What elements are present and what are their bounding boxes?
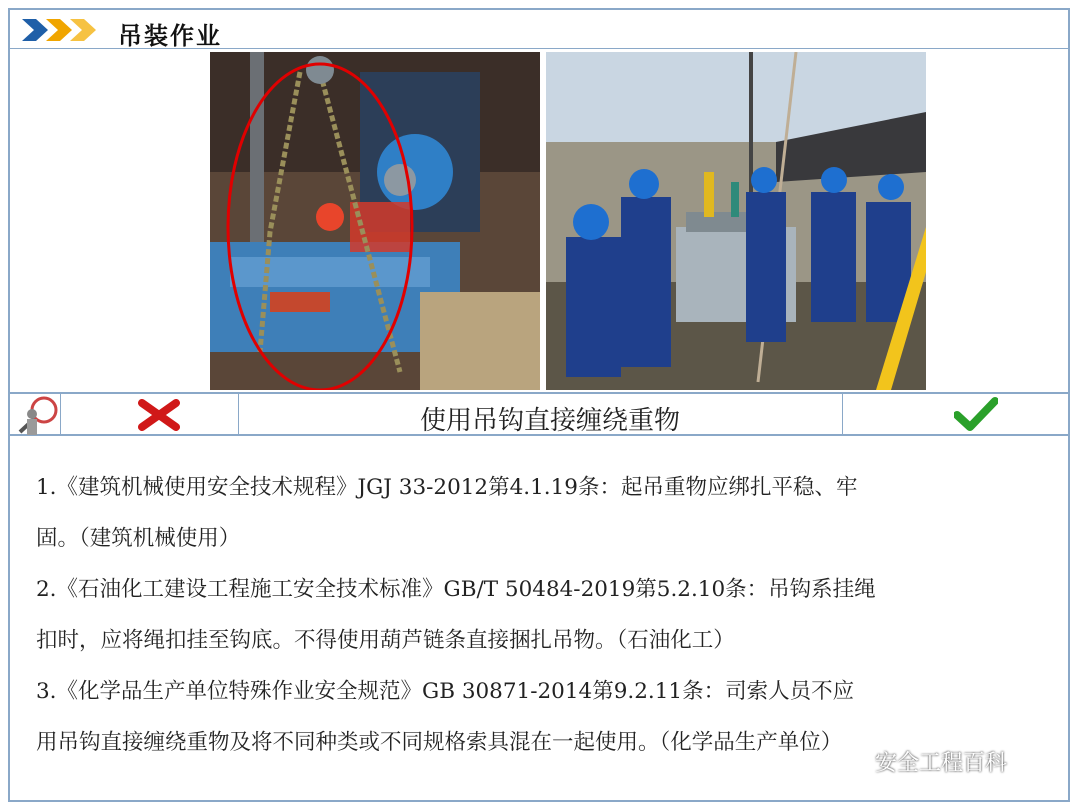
clause-1-line-2: 固。（建筑机械使用） [36, 526, 241, 551]
header-bar [10, 10, 1070, 49]
clause-2-line-2: 扣时，应将绳扣挂至钩底。不得使用葫芦链条直接捆扎吊物。（石油化工） [36, 628, 735, 653]
bar-separator [238, 394, 239, 434]
green-check-icon [954, 397, 998, 431]
wechat-icon [842, 751, 868, 773]
red-x-icon [138, 399, 180, 431]
comparison-bar [10, 392, 1070, 436]
page-title: 吊装作业 [118, 22, 222, 50]
watermark-text: 安全工程百科 [875, 751, 1008, 776]
clause-3-line-1: 3.《化学品生产单位特殊作业安全规范》GB 30871-2014第9.2.11条：司索人员不应 [36, 679, 855, 704]
inspector-magnifier-icon [10, 392, 66, 442]
clause-1-line-1: 1.《建筑机械使用安全技术规程》JGJ 33-2012第4.1.19条：起吊重物应绑扎平稳、牢 [36, 475, 858, 500]
clause-3-line-2: 用吊钩直接缠绕重物及将不同种类或不同规格索具混在一起使用。（化学品生产单位） [36, 730, 843, 755]
chevron-arrows-icon [22, 17, 112, 43]
clause-2-line-1: 2.《石油化工建设工程施工安全技术标准》GB/T 50484-2019第5.2.10条：吊钩系挂绳 [36, 577, 876, 602]
correct-practice-photo [546, 52, 926, 390]
watermark [842, 746, 1007, 777]
comparison-label: 使用吊钩直接缠绕重物 [419, 406, 680, 436]
wrong-practice-photo [210, 52, 540, 390]
standards-text [36, 462, 1056, 768]
